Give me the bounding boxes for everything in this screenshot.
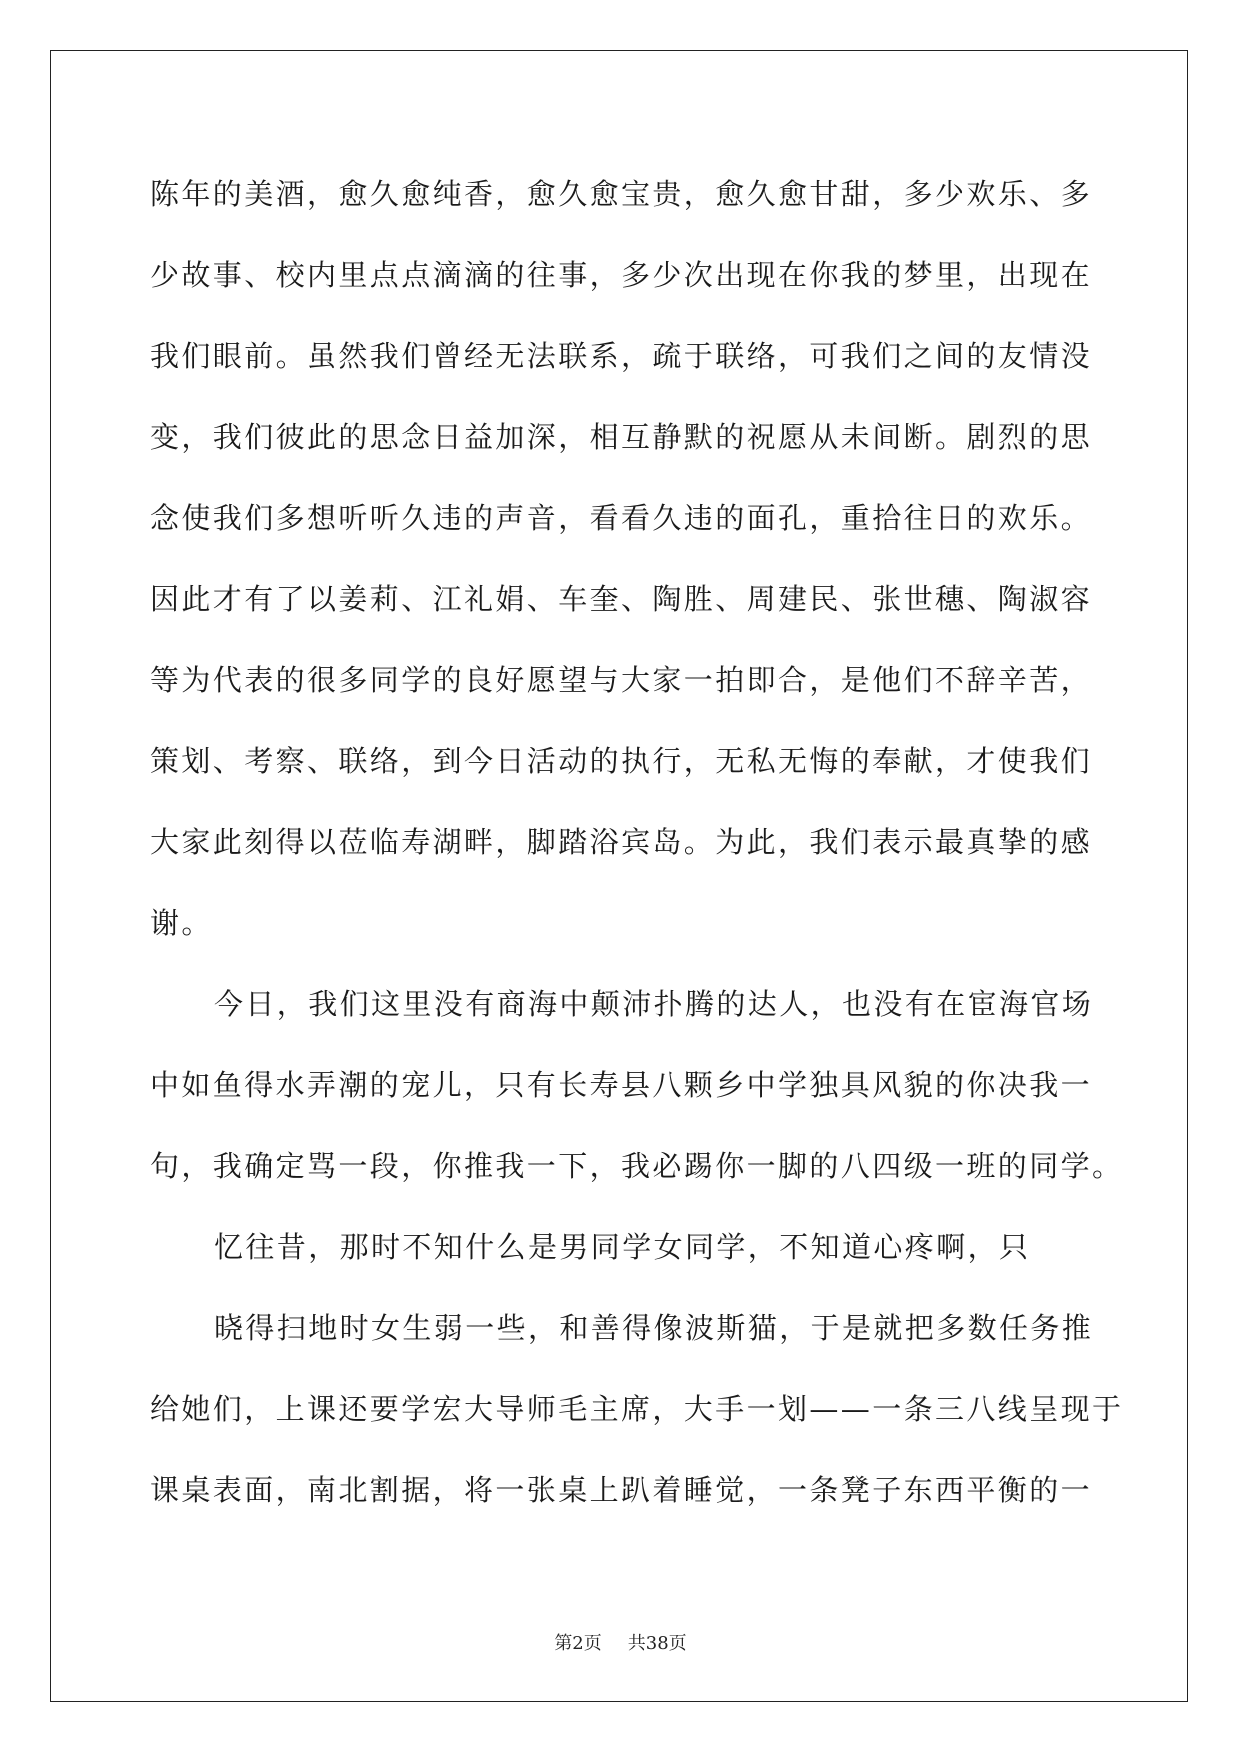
text-line: 大家此刻得以莅临寿湖畔，脚踏浴宾岛。为此，我们表示最真挚的感 xyxy=(150,825,1093,859)
text-line: 句，我确定骂一段，你推我一下，我必踢你一脚的八四级一班的同学。 xyxy=(150,1149,1124,1183)
text-line: 念使我们多想听听久违的声音，看看久违的面孔，重拾往日的欢乐。 xyxy=(150,501,1093,535)
text-line: 中如鱼得水弄潮的宠儿，只有长寿县八颗乡中学独具风貌的你决我一 xyxy=(150,1068,1093,1102)
text-line: 我们眼前。虽然我们曾经无法联系，疏于联络，可我们之间的友情没 xyxy=(150,339,1093,373)
text-line: 变，我们彼此的思念日益加深，相互静默的祝愿从未间断。剧烈的思 xyxy=(150,420,1093,454)
text-line: 给她们，上课还要学宏大导师毛主席，大手一划——一条三八线呈现于 xyxy=(150,1392,1124,1426)
text-line: 等为代表的很多同学的良好愿望与大家一拍即合，是他们不辞辛苦， xyxy=(150,663,1093,697)
paragraph-start-line: 忆往昔，那时不知什么是男同学女同学，不知道心疼啊，只 xyxy=(214,1230,1031,1264)
text-line: 陈年的美酒，愈久愈纯香，愈久愈宝贵，愈久愈甘甜，多少欢乐、多 xyxy=(150,177,1093,211)
page-number-current: 第2页 xyxy=(554,1633,602,1654)
text-line: 谢。 xyxy=(150,906,213,940)
page-footer xyxy=(0,1632,1241,1656)
text-line: 少故事、校内里点点滴滴的往事，多少次出现在你我的梦里，出现在 xyxy=(150,258,1093,292)
text-line: 课桌表面，南北割据，将一张桌上趴着睡觉，一条凳子东西平衡的一 xyxy=(150,1473,1093,1507)
text-line: 因此才有了以姜莉、江礼娟、车奎、陶胜、周建民、张世穗、陶淑容 xyxy=(150,582,1093,616)
text-line: 策划、考察、联络，到今日活动的执行，无私无悔的奉献，才使我们 xyxy=(150,744,1093,778)
document-body xyxy=(150,154,1124,1531)
paragraph-start-line: 晓得扫地时女生弱一些，和善得像波斯猫，于是就把多数任务推 xyxy=(214,1311,1094,1345)
page-number-total: 共38页 xyxy=(627,1633,687,1654)
paragraph-start-line: 今日，我们这里没有商海中颠沛扑腾的达人，也没有在宦海官场 xyxy=(214,987,1094,1021)
